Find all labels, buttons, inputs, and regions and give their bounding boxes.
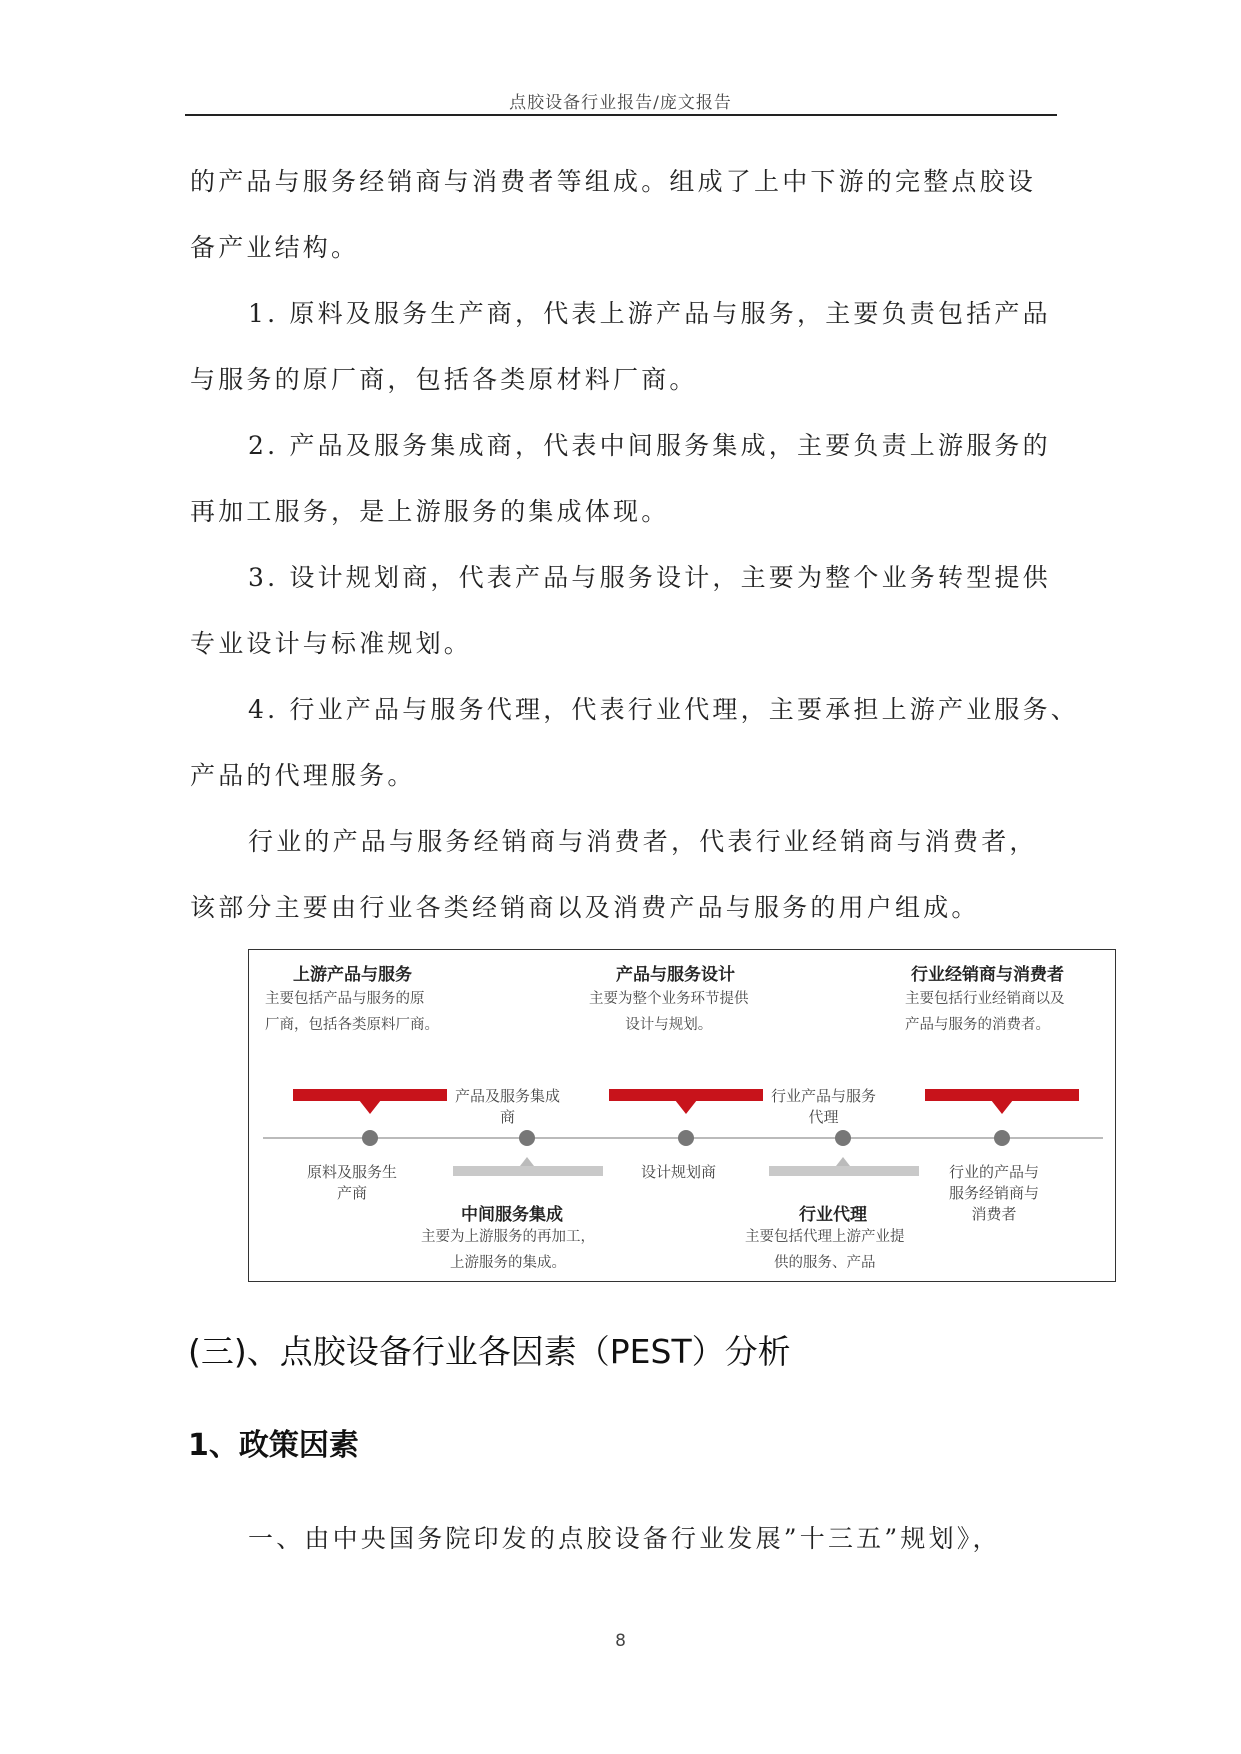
timeline-dot <box>678 1130 694 1146</box>
diagram-bottom-title-agency: 行业代理 <box>799 1205 867 1225</box>
red-notch-design <box>675 1100 697 1114</box>
diagram-label-planner: 设计规划商 <box>641 1163 717 1181</box>
up-arrow-agency <box>836 1157 850 1166</box>
timeline-dot <box>835 1130 851 1146</box>
gray-bar-agency <box>769 1166 919 1176</box>
diagram-top-title-design: 产品与服务设计 <box>616 965 735 985</box>
list-item-1: 1. 原料及服务生产商，代表上游产品与服务，主要负责包括产品 <box>248 299 1051 328</box>
subsection-heading: 1、政策因素 <box>188 1428 359 1463</box>
paragraph-line: 再加工服务，是上游服务的集成体现。 <box>190 497 670 526</box>
diagram-label-consumers: 行业的产品与 服务经销商与 消费者 <box>949 1163 1040 1223</box>
paragraph-line: 行业的产品与服务经销商与消费者，代表行业经销商与消费者， <box>248 827 1038 856</box>
section-heading: (三)、点胶设备行业各因素（PEST）分析 <box>188 1332 791 1371</box>
red-notch-dealers <box>991 1100 1013 1114</box>
diagram-top-title-upstream: 上游产品与服务 <box>293 965 412 985</box>
header-rule <box>185 114 1057 116</box>
diagram-label-integrator: 产品及服务集成 商 <box>455 1087 561 1126</box>
diagram-label-agent: 行业产品与服务 代理 <box>771 1087 877 1126</box>
diagram-bottom-desc-integration: 主要为上游服务的再加工， 上游服务的集成。 <box>421 1229 595 1271</box>
list-item-3: 3. 设计规划商，代表产品与服务设计，主要为整个业务转型提供 <box>248 563 1051 592</box>
diagram-top-title-dealers: 行业经销商与消费者 <box>911 965 1064 985</box>
list-item-4: 4. 行业产品与服务代理，代表行业代理，主要承担上游产业服务、 <box>248 695 1080 724</box>
red-notch-upstream <box>359 1100 381 1114</box>
running-header: 点胶设备行业报告/庞文报告 <box>509 93 732 113</box>
diagram-top-desc-dealers: 主要包括行业经销商以及 产品与服务的消费者。 <box>905 991 1065 1033</box>
timeline-dot <box>519 1130 535 1146</box>
list-item-2: 2. 产品及服务集成商，代表中间服务集成，主要负责上游服务的 <box>248 431 1051 460</box>
paragraph-line: 该部分主要由行业各类经销商以及消费产品与服务的用户组成。 <box>190 893 980 922</box>
diagram-top-desc-upstream: 主要包括产品与服务的原 厂商，包括各类原料厂商。 <box>265 991 439 1033</box>
paragraph-line: 与服务的原厂商，包括各类原材料厂商。 <box>190 365 698 394</box>
gray-bar-integration <box>453 1166 603 1176</box>
diagram-top-desc-design: 主要为整个业务环节提供 设计与规划。 <box>589 991 749 1033</box>
timeline-dot <box>994 1130 1010 1146</box>
timeline-dot <box>362 1130 378 1146</box>
diagram-bottom-title-integration: 中间服务集成 <box>461 1205 563 1225</box>
up-arrow-integration <box>520 1157 534 1166</box>
diagram-bottom-desc-agency: 主要包括代理上游产业提 供的服务、产品 <box>745 1229 905 1271</box>
paragraph-line: 一、由中央国务院印发的点胶设备行业发展”十三五”规划》， <box>248 1524 1001 1553</box>
paragraph-line: 产品的代理服务。 <box>190 761 416 790</box>
paragraph-line: 的产品与服务经销商与消费者等组成。组成了上中下游的完整点胶设 <box>190 167 1037 196</box>
industry-chain-diagram <box>248 949 1116 1282</box>
diagram-label-producer: 原料及服务生 产商 <box>307 1163 398 1202</box>
paragraph-line: 专业设计与标准规划。 <box>190 629 473 658</box>
paragraph-line: 备产业结构。 <box>190 233 360 262</box>
page-number: 8 <box>615 1631 626 1651</box>
